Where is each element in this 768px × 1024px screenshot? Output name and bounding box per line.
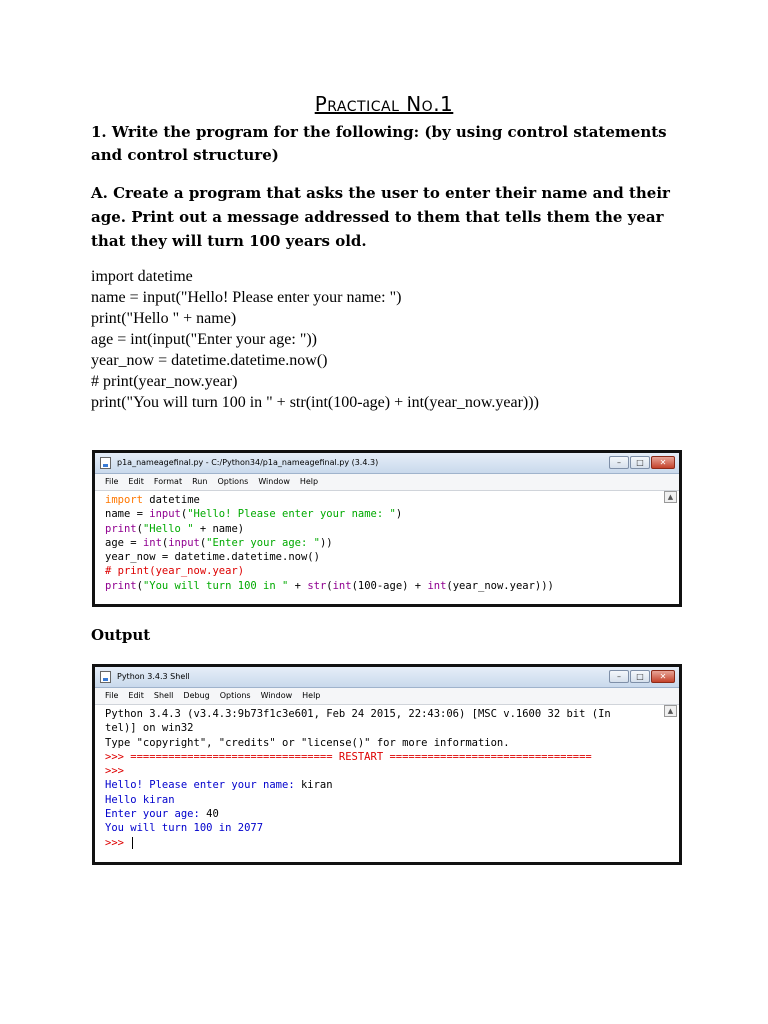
scroll-up-arrow[interactable]: ▲: [664, 491, 677, 503]
editor-text-area[interactable]: [95, 491, 679, 593]
window-controls: [609, 670, 675, 683]
maximize-button[interactable]: □: [630, 670, 650, 683]
python-file-icon: [100, 457, 111, 469]
code-text: age =: [105, 536, 143, 549]
shell-window: [92, 664, 682, 865]
menu-edit[interactable]: Edit: [128, 477, 144, 486]
menu-run[interactable]: Run: [192, 477, 208, 486]
keyword: import: [105, 494, 143, 506]
editor-menubar: [95, 474, 679, 491]
builtin: int: [427, 579, 447, 592]
code-text: (year_now.year))): [446, 579, 554, 592]
shell-line: [105, 807, 657, 821]
builtin: input: [168, 536, 200, 549]
code-text: (: [136, 522, 143, 535]
code-text: name =: [105, 508, 150, 521]
code-line: # print(year_now.year): [91, 373, 238, 390]
code-text: )): [319, 536, 333, 549]
code-line: name = input("Hello! Please enter your name: "): [91, 289, 402, 306]
editor-window: [92, 450, 682, 607]
shell-menubar: [95, 688, 679, 705]
builtin: int: [142, 536, 162, 549]
editor-line: [105, 493, 657, 507]
editor-line: [105, 507, 657, 521]
code-text: (: [161, 536, 169, 549]
code-text: ): [395, 508, 403, 521]
builtin: input: [149, 508, 181, 521]
code-text: (: [326, 579, 333, 592]
builtin: int: [332, 579, 352, 592]
menu-help[interactable]: Help: [302, 691, 321, 700]
shell-prompt: >>>: [105, 836, 131, 849]
shell-line: Type "copyright", "credits" or "license()" for more information.: [105, 736, 510, 749]
code-text: +: [288, 579, 308, 592]
code-text: (: [180, 508, 188, 521]
code-listing: [91, 266, 711, 413]
builtin: print: [105, 522, 137, 535]
question-a: A. Create a program that asks the user to enter their name and their age. Print out a message addressed to them that tells them the year that they will turn 100 years old.: [91, 184, 670, 250]
text-cursor: [132, 837, 133, 849]
code-text: (: [136, 579, 143, 592]
menu-format[interactable]: Format: [153, 477, 183, 486]
shell-prompt: >>>: [105, 765, 124, 778]
menu-file[interactable]: File: [105, 477, 119, 486]
minimize-button[interactable]: –: [609, 456, 629, 469]
menu-help[interactable]: Help: [299, 477, 319, 486]
menu-shell[interactable]: Shell: [153, 691, 174, 700]
shell-line: tel)] on win32: [105, 722, 194, 735]
page-title: Practical No.1: [314, 92, 454, 116]
shell-user-input: 40: [206, 808, 219, 821]
python-shell-icon: [100, 671, 111, 683]
menu-options[interactable]: Options: [219, 691, 251, 700]
question-1: 1. Write the program for the following: (by using control statements and control structure): [91, 123, 667, 164]
maximize-button[interactable]: □: [630, 456, 650, 469]
minimize-button[interactable]: –: [609, 670, 629, 683]
menu-window[interactable]: Window: [258, 477, 290, 486]
close-button[interactable]: ✕: [651, 456, 675, 469]
menu-file[interactable]: File: [105, 691, 119, 700]
code-text: (100-age) +: [351, 579, 428, 592]
editor-line: [105, 522, 657, 536]
shell-restart-line: >>> ================================ RESTART ================================: [105, 750, 592, 763]
menu-options[interactable]: Options: [217, 477, 249, 486]
shell-text-area[interactable]: [95, 705, 679, 850]
shell-line: Python 3.4.3 (v3.4.3:9b73f1c3e601, Feb 24 2015, 22:43:06) [MSC v.1600 32 bit (In: [105, 708, 611, 720]
menu-edit[interactable]: Edit: [128, 691, 144, 700]
shell-output: You will turn 100 in 2077: [105, 822, 264, 835]
code-line: import datetime: [91, 268, 193, 285]
menu-window[interactable]: Window: [260, 691, 293, 700]
menu-debug[interactable]: Debug: [183, 691, 210, 700]
string: "Hello ": [142, 522, 194, 535]
code-line: age = int(input("Enter your age: ")): [91, 331, 318, 348]
shell-line[interactable]: [105, 836, 657, 850]
editor-line: year_now = datetime.datetime.now(): [105, 551, 320, 564]
code-line: year_now = datetime.datetime.now(): [91, 352, 328, 369]
window-controls: [609, 456, 675, 469]
editor-comment-line: # print(year_now.year): [105, 565, 245, 578]
string: "Hello! Please enter your name: ": [187, 508, 396, 521]
builtin: str: [307, 579, 327, 592]
editor-titlebar: [95, 453, 679, 474]
code-text: + name): [193, 522, 245, 535]
editor-window-title: p1a_nameagefinal.py - C:/Python34/p1a_nameagefinal.py (3.4.3): [117, 458, 379, 467]
shell-window-title: Python 3.4.3 Shell: [117, 672, 190, 681]
output-heading: Output: [91, 626, 151, 644]
editor-line: [105, 536, 657, 550]
string: "You will turn 100 in ": [142, 579, 289, 592]
code-line: print("You will turn 100 in " + str(int(100-age) + int(year_now.year))): [91, 394, 539, 411]
code-text: (: [199, 536, 207, 549]
builtin: print: [105, 579, 137, 592]
shell-line: [105, 778, 657, 792]
close-button[interactable]: ✕: [651, 670, 675, 683]
string: "Enter your age: ": [206, 536, 320, 549]
shell-output: Hello kiran: [105, 793, 175, 806]
code-line: print("Hello " + name): [91, 310, 237, 327]
editor-line: [105, 579, 657, 593]
shell-titlebar: [95, 667, 679, 688]
shell-output: Hello! Please enter your name:: [105, 779, 301, 792]
shell-output: Enter your age:: [105, 808, 207, 821]
scroll-up-arrow[interactable]: ▲: [664, 705, 677, 717]
code-text: datetime: [142, 494, 200, 506]
shell-user-input: kiran: [300, 779, 333, 792]
